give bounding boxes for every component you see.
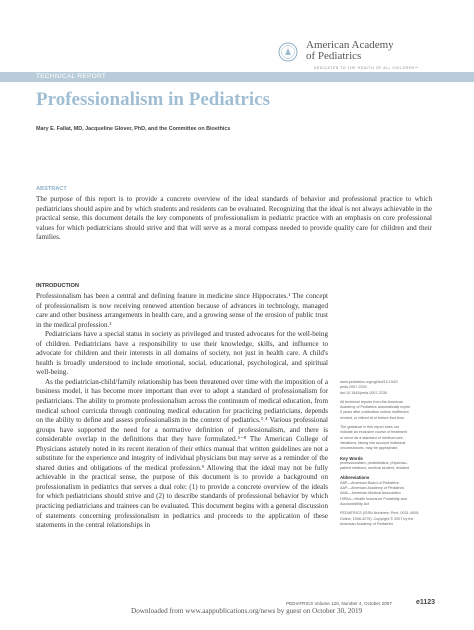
doi-line: doi:10.1542/peds.2007-2230 <box>340 390 387 395</box>
article-authors: Mary E. Fallat, MD, Jacqueline Glover, PhD, and the Committee on Bioethics <box>36 126 231 132</box>
abstract-text: The purpose of this report is to provide a concrete overview of the ideal standards of behavior and professional practice to which pediatricians should aspire and by which students and residents can be evaluated. Recognizing that the ideal is not always achievable in the practical sense, this document details the key components of professionalism in pediatric practice with an emphasis on core professional values for which pediatricians should strive and that will serve as a moral compass needed to provide quality care for children and their families. <box>36 195 432 242</box>
intro-paragraph: Pediatricians have a special status in society as privileged and trusted advocates for the well-being of children. Pediatricians have a responsibility to use their knowledge, skills, and influence to advocate for children and their interests in all domains of society, not just in health care. A child's health is broadly understood to include emotional, social, educational, psychological, and spiritual well-being. <box>36 330 328 377</box>
guidance-line: circumstances, may be appropriate. <box>340 446 399 451</box>
policy-line: revised, or retired at or before that time. <box>340 415 405 420</box>
keywords-line: patient relations, medical student, resident <box>340 466 410 471</box>
issn-block <box>340 511 440 527</box>
guidance-line: Variations, taking into account individual <box>340 440 406 445</box>
journal-footer: PEDIATRICS Volume 120, Number 4, October 2007 <box>286 601 392 606</box>
org-tagline: DEDICATED TO THE HEALTH OF ALL CHILDREN™ <box>314 66 419 70</box>
issn-line: Online, 1098-4275). Copyright © 2007 by the <box>340 516 414 521</box>
guidance-line: The guidance in this report does not <box>340 425 399 430</box>
article-title: Professionalism in Pediatrics <box>36 89 270 110</box>
issn-line: American Academy of Pediatrics <box>340 521 394 526</box>
policy-line: 5 years after publication unless reaffirmed, <box>340 410 410 415</box>
guidance-line: indicate an exclusive course of treatment <box>340 430 407 435</box>
abbreviation-line: ABP—American Board of Pediatrics <box>340 480 399 485</box>
policy-line: All technical reports from the American <box>340 399 404 404</box>
abbreviation-line: HIPAA—Health Insurance Portability and <box>340 496 407 501</box>
sidebar-links <box>340 380 440 396</box>
section-label: TECHNICAL REPORT <box>36 73 107 80</box>
article-sidebar <box>340 380 440 531</box>
abbreviation-line: Accountability Act <box>340 501 369 506</box>
abbreviation-line: AMA—American Medical Association <box>340 491 401 496</box>
abbreviations-block <box>340 475 440 507</box>
guidance-note <box>340 425 440 451</box>
aap-logo-icon <box>278 42 298 62</box>
org-line-1: American Academy <box>306 39 394 51</box>
policy-line: Academy of Pediatrics automatically expire <box>340 405 411 410</box>
abbreviations-heading: Abbreviations <box>340 475 370 481</box>
abstract-heading: ABSTRACT <box>36 186 67 192</box>
keywords-block <box>340 456 440 472</box>
keywords-line: professionalism, pediatricians, physician– <box>340 460 408 465</box>
issn-line: PEDIATRICS (ISSN Numbers: Print, 0031-4005; <box>340 511 420 516</box>
article-url-line[interactable]: peds.2007-2230 <box>340 385 367 390</box>
download-notice: Downloaded from www.aappublications.org/news by guest on October 30, 2019 <box>131 607 363 615</box>
introduction-heading: INTRODUCTION <box>36 283 79 289</box>
keywords-heading: Key Words <box>340 455 363 461</box>
org-line-2: of Pediatrics <box>306 50 362 62</box>
intro-paragraph: Professionalism has been a central and defining feature in medicine since Hippocrates.¹ The concept of professionalism is now receiving renewed attention because of advances in technology, managed care and other business arrangements in health care, and a growing sense of the erosion of public trust in the medical profession.² <box>36 292 328 329</box>
expiration-policy <box>340 400 440 421</box>
article-url-line[interactable]: www.pediatrics.org/cgi/doi/10.1542/ <box>340 380 399 384</box>
introduction-body <box>36 292 328 531</box>
page-number: e1123 <box>416 599 436 606</box>
organization-name <box>306 40 394 62</box>
guidance-line: or serve as a standard of medical care. <box>340 435 404 440</box>
abbreviation-line: AAP—American Academy of Pediatrics <box>340 486 405 491</box>
intro-paragraph: As the pediatrician-child/family relationship has been threatened over time with the imposition of a business model, it has become more important than ever to adopt a standard of professionalism for pediatricians. The ability to promote professionalism across the continuum of medical education, from medical school curricula through continuing medical education for practicing pediatricians, depends on the ability to define and assess professionalism in the context of pediatrics.³˒⁴ Various professional groups have supported the need for a normative definition of professionalism, and there is considerable overlap in the definitions that they have formulated.⁵⁻⁸ The American College of Physicians astutely noted in its recent iteration of their ethics manual that written guidelines are not a substitute for the experience and integrity of individual physicians but may serve as a reminder of the shared duties and obligations of the medical profession.⁹ Allowing that the ideal may not be fully achievable in the practical sense, the purpose of this document is to provide a background on professionalism in pediatrics that serves a dual role: (1) to provide a concrete overview of the ideals for which pediatricians should strive and (2) to describe standards of professional behavior by which practicing pediatricians and trainees can be evaluated. This document begins with a general discussion of statements concerning professionalism in pediatrics and proceeds to the application of these statements in the central relationships in <box>36 377 328 530</box>
